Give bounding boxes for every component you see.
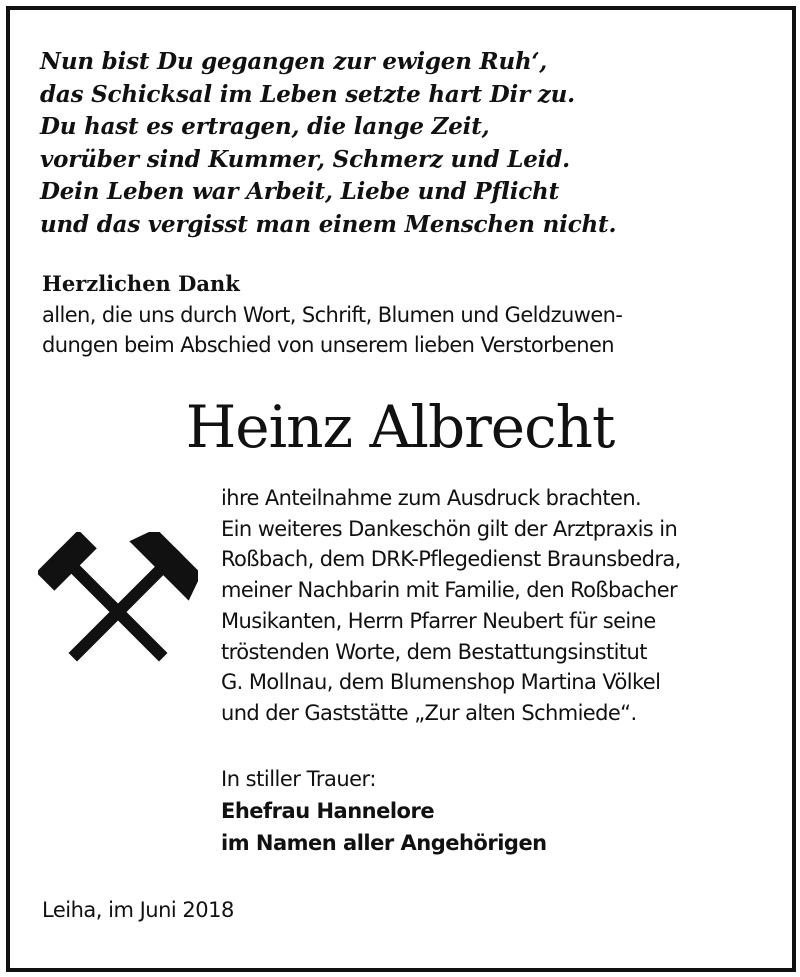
thanks-intro xyxy=(42,300,622,360)
poem-line: Du hast es ertragen, die lange Zeit, xyxy=(40,113,490,140)
acknowledgement-line: Roßbach, dem DRK-Pflegedienst Braunsbedra, xyxy=(221,547,681,572)
acknowledgement-line: tröstenden Worte, dem Bestattungsinstitut xyxy=(221,639,647,664)
mourning-intro: In stiller Trauer: xyxy=(221,767,376,791)
mourning-on-behalf: im Namen aller Angehörigen xyxy=(221,831,547,855)
acknowledgement-line: und der Gaststätte „Zur alten Schmiede“. xyxy=(221,700,637,725)
poem xyxy=(40,46,616,241)
acknowledgement-line: ihre Anteilnahme zum Ausdruck brachten. xyxy=(221,486,642,510)
thanks-line: allen, die uns durch Wort, Schrift, Blumen und Geldzuwen- xyxy=(42,303,623,327)
deceased-name: Heinz Albrecht xyxy=(185,393,615,461)
crossed-hammers-icon xyxy=(38,532,198,692)
poem-line: und das vergisst man einem Menschen nicht. xyxy=(40,210,617,238)
mourning-signer: Ehefrau Hannelore xyxy=(221,799,435,823)
acknowledgement-line: G. Mollnau, dem Blumenshop Martina Völkel xyxy=(221,670,661,695)
poem-line: Dein Leben war Arbeit, Liebe und Pflicht xyxy=(40,178,559,205)
thanks-heading: Herzlichen Dank xyxy=(42,271,240,296)
mourning-block xyxy=(221,763,547,859)
poem-line: vorüber sind Kummer, Schmerz und Leid. xyxy=(40,145,570,173)
thanks-line: dungen beim Abschied von unserem lieben Verstorbenen xyxy=(42,333,614,357)
acknowledgement-line: meiner Nachbarin mit Familie, den Roßbacher xyxy=(221,578,678,603)
acknowledgement-line: Ein weiteres Dankeschön gilt der Arztpraxis in xyxy=(221,516,678,541)
place-date: Leiha, im Juni 2018 xyxy=(42,898,234,922)
poem-line: das Schicksal im Leben setzte hart Dir zu. xyxy=(40,80,575,108)
acknowledgement-line: Musikanten, Herrn Pfarrer Neubert für seine xyxy=(221,608,656,633)
acknowledgement-text xyxy=(221,483,681,729)
poem-line: Nun bist Du gegangen zur ewigen Ruh‘, xyxy=(40,48,548,75)
